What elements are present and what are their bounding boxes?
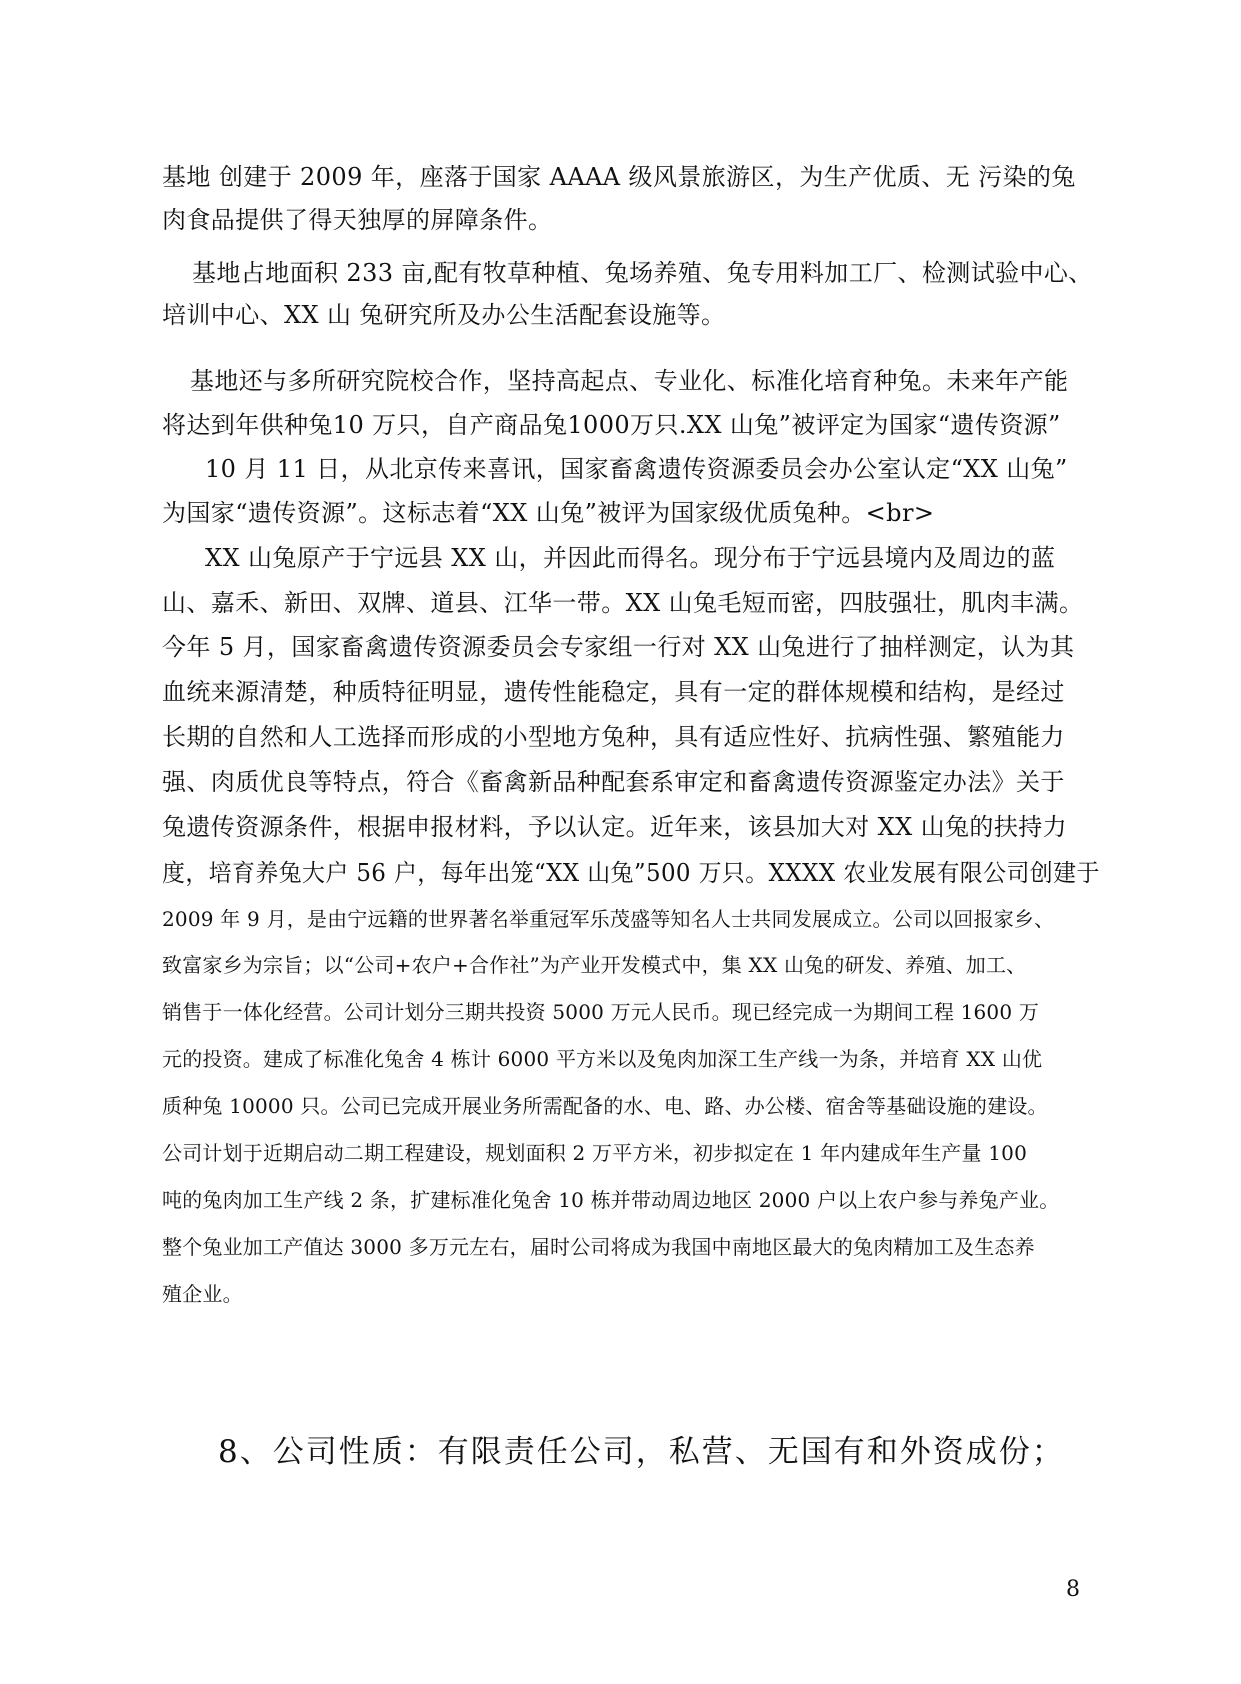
paragraph-2-line-2: 培训中心、XX 山 兔研究所及办公生活配套设施等。 (162, 301, 726, 329)
paragraph-5-line-7: 兔遗传资源条件，根据申报材料，予以认定。近年来，该县加大对 XX 山兔的扶持力 (162, 813, 1068, 841)
paragraph-3-line-1: 基地还与多所研究院校合作，坚持高起点、专业化、标准化培育种兔。未来年产能 (190, 367, 1069, 395)
paragraph-5-line-8: 度，培育养兔大户 56 户，每年出笼“XX 山兔”500 万只。XXXX 农业发展有限公司创建于 (162, 859, 1100, 887)
paragraph-5-line-5: 长期的自然和人工选择而形成的小型地方兔种，具有适应性好、抗病性强、繁殖能力 (162, 723, 1065, 751)
page-number: 8 (1066, 1577, 1080, 1602)
paragraph-3-line-2: 将达到年供种兔10 万只，自产商品兔1000万只.XX 山兔”被评定为国家“遗传资源” (162, 411, 1061, 439)
paragraph-6-line-5: 质种兔 10000 只。公司已完成开展业务所需配备的水、电、路、办公楼、宿舍等基础设施的建设。 (162, 1094, 1048, 1118)
paragraph-6-line-8: 整个兔业加工产值达 3000 多万元左右，届时公司将成为我国中南地区最大的兔肉精加工及生态养 (162, 1235, 1035, 1259)
paragraph-6-line-4: 元的投资。建成了标准化兔舍 4 栋计 6000 平方米以及兔肉加深工生产线一为条，并培育 XX 山优 (162, 1047, 1043, 1071)
section-heading: 8、公司性质：有限责任公司，私营、无国有和外资成份； (218, 1434, 1065, 1470)
paragraph-6-line-3: 销售于一体化经营。公司计划分三期共投资 5000 万元人民币。现已经完成一为期间工程 1600 万 (162, 1000, 1040, 1024)
paragraph-4-line-1: 10 月 11 日，从北京传来喜讯，国家畜禽遗传资源委员会办公室认定“XX 山兔” (205, 455, 1068, 483)
paragraph-5-line-1: XX 山兔原产于宁远县 XX 山，并因此而得名。现分布于宁远县境内及周边的蓝 (205, 544, 1056, 572)
paragraph-6-line-2: 致富家乡为宗旨；以“公司+农户+合作社”为产业开发模式中，集 XX 山兔的研发、养殖、加工、 (162, 953, 1027, 977)
paragraph-6-line-6: 公司计划于近期启动二期工程建设，规划面积 2 万平方米，初步拟定在 1 年内建成年生产量 100 (162, 1141, 1028, 1165)
paragraph-2-line-1: 基地占地面积 233 亩,配有牧草种植、兔场养殖、兔专用料加工厂、检测试验中心、 (192, 259, 1093, 287)
paragraph-5-line-4: 血统来源清楚，种质特征明显，遗传性能稳定，具有一定的群体规模和结构，是经过 (162, 678, 1065, 706)
paragraph-5-line-3: 今年 5 月，国家畜禽遗传资源委员会专家组一行对 XX 山兔进行了抽样测定，认为其 (162, 633, 1075, 661)
paragraph-1-line-1: 基地 创建于 2009 年，座落于国家 AAAA 级风景旅游区，为生产优质、无 污染的兔 (162, 163, 1076, 191)
paragraph-5-line-2: 山、嘉禾、新田、双牌、道县、江华一带。XX 山兔毛短而密，四肢强壮，肌肉丰满。 (162, 589, 1084, 617)
paragraph-6-line-9: 殖企业。 (162, 1282, 243, 1306)
paragraph-6-line-1: 2009 年 9 月，是由宁远籍的世界著名举重冠军乐茂盛等知名人士共同发展成立。公司以回报家乡、 (162, 907, 1055, 931)
paragraph-4-line-2: 为国家“遗传资源”。这标志着“XX 山兔”被评为国家级优质兔种。<br> (162, 499, 935, 527)
paragraph-6-line-7: 吨的兔肉加工生产线 2 条，扩建标准化兔舍 10 栋并带动周边地区 2000 户以上农户参与养兔产业。 (162, 1188, 1060, 1212)
paragraph-5-line-6: 强、肉质优良等特点，符合《畜禽新品种配套系审定和畜禽遗传资源鉴定办法》关于 (162, 768, 1065, 796)
paragraph-1-line-2: 肉食品提供了得天独厚的屏障条件。 (162, 206, 553, 234)
